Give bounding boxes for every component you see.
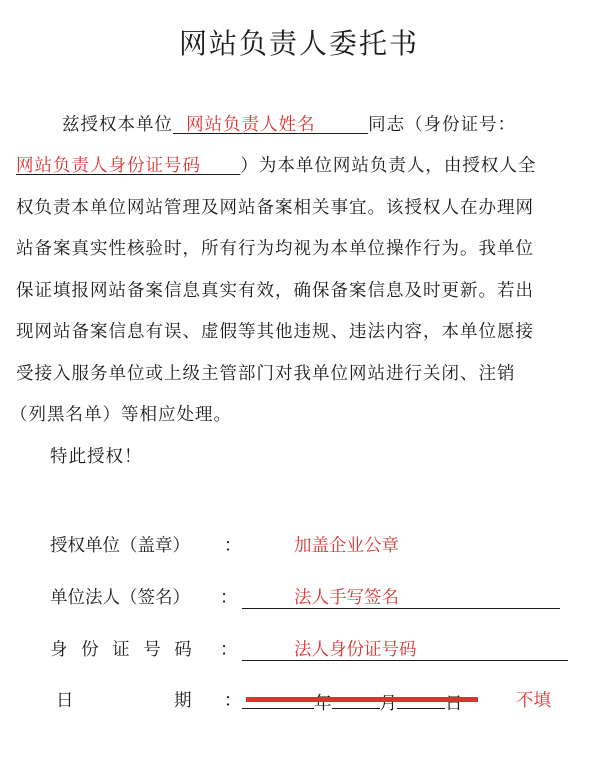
paragraph-line-5: 保证填报网站备案信息真实有效，确保备案信息及时更新。若出 <box>16 281 534 301</box>
id-underline <box>242 660 568 661</box>
id-number-field[interactable]: 法人身份证号码 <box>294 640 417 660</box>
closing-line: 特此授权！ <box>50 447 143 467</box>
sig-row-legal <box>50 587 570 611</box>
unit-colon: ： <box>224 536 242 556</box>
text-comrade-id: 同志（身份证号： <box>368 115 517 135</box>
sig-row-date <box>56 690 566 716</box>
paragraph-line-4: 站备案真实性核验时，所有行为均视为本单位操作行为。我单位 <box>16 239 534 259</box>
text-authorize-prefix: 兹授权本单位 <box>62 115 173 135</box>
paragraph-line-6: 现网站备案信息有误、虚假等其他违规、违法内容，本单位愿接 <box>16 322 534 342</box>
paragraph-line-7: 受接入服务单位或上级主管部门对我单位网站进行关闭、注销 <box>16 364 516 384</box>
year-label: 年 <box>314 694 332 714</box>
date-label-1: 日 <box>56 691 74 711</box>
id-label: 身 份 证 号 码 <box>50 640 196 660</box>
sig-row-unit <box>50 535 570 559</box>
date-label-2: 期 <box>174 691 192 711</box>
sig-row-id <box>50 639 570 663</box>
day-label: 日 <box>445 694 463 714</box>
id-colon: ： <box>220 640 238 660</box>
legal-signature-field[interactable]: 法人手写签名 <box>294 588 399 608</box>
date-note: 不填 <box>516 691 551 711</box>
text-line-2: ）为本单位网站负责人，由授权人全 <box>240 156 537 176</box>
manager-name-field[interactable] <box>173 115 368 135</box>
document-title: 网站负责人委托书 <box>178 27 419 60</box>
date-strikethrough <box>246 697 478 702</box>
manager-name-placeholder: 网站负责人姓名 <box>186 115 316 135</box>
date-colon: ： <box>224 691 242 711</box>
unit-label: 授权单位（盖章） <box>50 536 190 556</box>
unit-seal-field[interactable]: 加盖企业公章 <box>294 536 399 556</box>
paragraph-line-1 <box>62 114 516 136</box>
legal-underline <box>242 608 560 609</box>
manager-id-placeholder: 网站负责人身份证号码 <box>16 156 201 176</box>
paragraph-line-2 <box>16 155 536 177</box>
paragraph-line-3: 权负责本单位网站管理及网站备案相关事宜。该授权人在办理网 <box>16 198 534 218</box>
manager-id-field[interactable] <box>16 156 240 176</box>
month-label: 月 <box>379 694 397 714</box>
paragraph-line-8: （列黑名单）等相应处理。 <box>10 405 232 425</box>
date-fields[interactable] <box>242 690 463 715</box>
legal-colon: ： <box>220 588 238 608</box>
legal-label: 单位法人（签名） <box>50 588 190 608</box>
